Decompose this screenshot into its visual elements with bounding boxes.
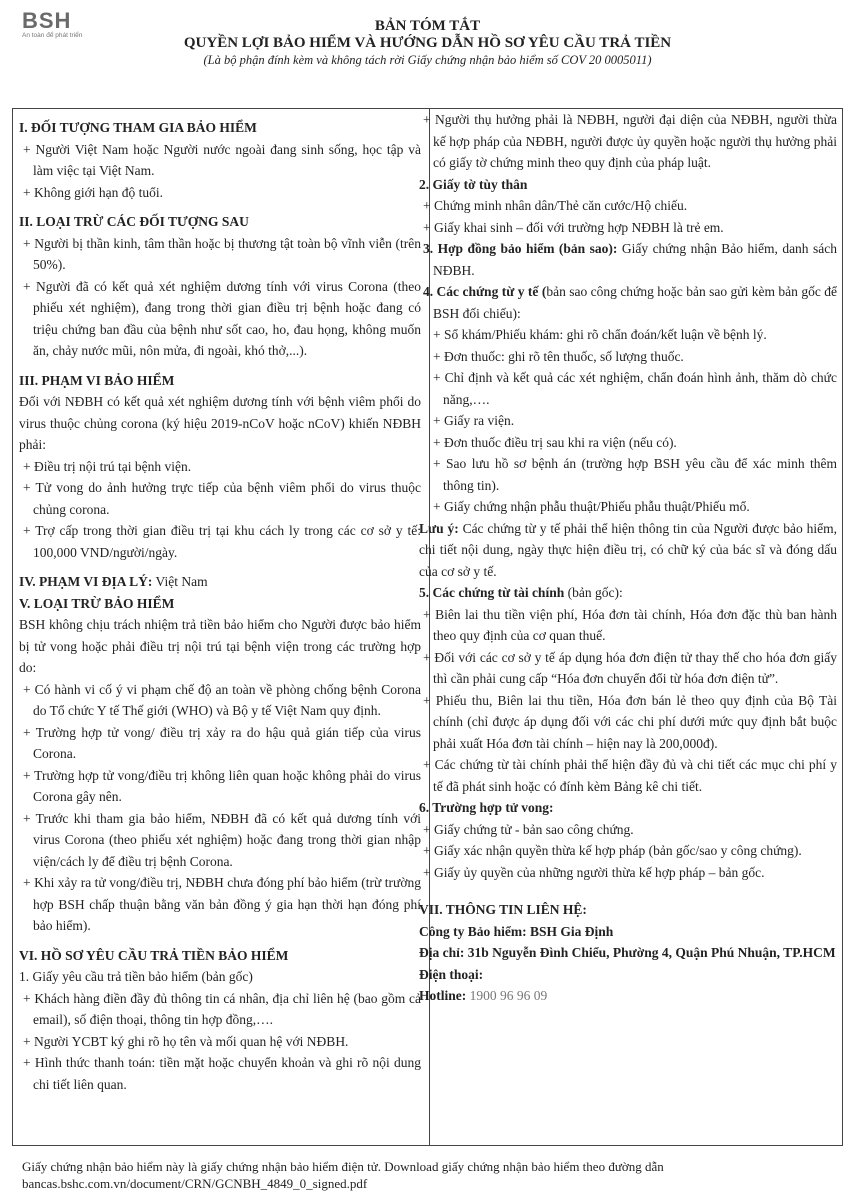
section-3-title: III. PHẠM VI BẢO HIỂM: [19, 372, 175, 388]
part-4: [419, 281, 837, 324]
part-4-title: 4. Các chứng từ y tế (: [423, 284, 547, 299]
list-item: + Tử vong do ảnh hưởng trực tiếp của bệnh viêm phổi do virus thuộc chủng corona.: [23, 480, 421, 517]
list-item: + Giấy chứng nhận phẫu thuật/Phiếu phẫu thuật/Phiếu mổ.: [433, 499, 750, 514]
list-item: + Phiếu thu, Biên lai thu tiền, Hóa đơn bán lẻ theo quy định của Bộ Tài chính (chỉ được áp dụng đối với các chi phí dưới mức quy định bắt buộc phải xuất Hóa đơn tài chính – hiện nay là 200,000đ).: [423, 692, 837, 751]
list-item: + Người Việt Nam hoặc Người nước ngoài đang sinh sống, học tập và làm việc tại Việt Nam.: [23, 141, 421, 178]
content-frame: [12, 108, 843, 1146]
list-item: + Đơn thuốc điều trị sau khi ra viện (nếu có).: [433, 434, 677, 450]
list-item: + Giấy ra viện.: [433, 413, 515, 428]
list-item: + Giấy khai sinh – đối với trường hợp NĐBH là trẻ em.: [423, 219, 724, 235]
list-item: + Trường hợp tử vong/ điều trị xảy ra do hậu quả gián tiếp của virus Corona.: [23, 724, 421, 761]
document-footer: [22, 1158, 842, 1192]
part-2-title: 2. Giấy tờ tùy thân: [419, 176, 528, 192]
section-5-intro: BSH không chịu trách nhiệm trả tiền bảo hiểm cho Người được bảo hiểm bị tử vong hoặc phải điều trị nội trú tại bệnh viện trong các trường hợp do:: [19, 617, 421, 675]
hotline-label: Hotline:: [419, 988, 470, 1003]
part-3-text: Giấy chứng nhận Bảo hiểm, danh sách NĐBH.: [433, 241, 838, 278]
list-item: + Đối với các cơ sở y tế áp dụng hóa đơn điện tử thay thế cho hóa đơn giấy thì cần phải cung cấp “Hóa đơn chuyển đổi từ hóa đơn điện tử”.: [423, 649, 837, 686]
list-item: + Trợ cấp trong thời gian điều trị tại khu cách ly trong các cơ sở y tế: 100,000 VND/người/ngày.: [23, 523, 421, 560]
section-1-title: I. ĐỐI TƯỢNG THAM GIA BẢO HIỂM: [19, 120, 257, 135]
part-3-title: 3. Hợp đồng bảo hiểm (bản sao):: [423, 241, 618, 256]
list-item: + Giấy ủy quyền của những người thừa kế hợp pháp – bản gốc.: [423, 864, 765, 880]
hotline-number: 1900 96 96 09: [469, 988, 548, 1003]
logo-tagline: An toàn để phát triển: [22, 32, 83, 39]
part-5-title: 5. Các chứng từ tài chính: [419, 585, 565, 600]
list-item: + Người YCBT ký ghi rõ họ tên và mối quan hệ với NĐBH.: [23, 1033, 349, 1049]
list-item: + Sao lưu hồ sơ bệnh án (trường hợp BSH yêu cầu để xác minh thêm thông tin).: [433, 456, 837, 493]
section-2-title: II. LOẠI TRỪ CÁC ĐỐI TƯỢNG SAU: [19, 214, 249, 229]
list-item: + Hình thức thanh toán: tiền mặt hoặc chuyển khoản và ghi rõ nội dung chi tiết liên quan.: [23, 1055, 421, 1092]
doc-title-2: QUYỀN LỢI BẢO HIỂM VÀ HƯỚNG DẪN HỒ SƠ YÊU CẦU TRẢ TIỀN: [183, 35, 672, 51]
section-7-title: VII. THÔNG TIN LIÊN HỆ:: [419, 902, 587, 917]
doc-title: BẢN TÓM TẮT: [374, 18, 481, 34]
list-item: + Chứng minh nhân dân/Thẻ căn cước/Hộ chiếu.: [423, 198, 688, 213]
section-5-title: V. LOẠI TRỪ BẢO HIỂM: [19, 595, 175, 611]
footer-line-1: Giấy chứng nhận bảo hiểm này là giấy chứng nhận bảo hiểm điện tử. Download giấy chứng nhận bảo hiểm theo đường dẫn: [22, 1159, 664, 1174]
list-item: + Có hành vi cố ý vi phạm chế độ an toàn về phòng chống bệnh Corona do Tổ chức Y tế Thế giới (WHO) và Bộ y tế Việt Nam quy định.: [23, 681, 421, 718]
list-item: + Không giới hạn độ tuổi.: [23, 184, 163, 200]
section-4-value: Việt Nam: [152, 574, 208, 589]
list-item: + Người bị thần kinh, tâm thần hoặc bị thương tật toàn bộ vĩnh viễn (trên 50%).: [23, 235, 421, 272]
list-item: + Người đã có kết quả xét nghiệm dương tính với virus Corona (theo phiếu xét nghiệm), đang trong thời gian điều trị bệnh hoặc đang có triệu chứng ban đầu của bệnh như sốt cao, ho, đau họng, không muốn ăn, chảy nước mũi, nôn mửa, đi ngoài, khó thở,...).: [23, 278, 421, 358]
logo-mark: BSH: [22, 8, 72, 33]
contact-phone-label: Điện thoại:: [419, 966, 484, 982]
contact-address: Địa chỉ: 31b Nguyễn Đình Chiểu, Phường 4, Quận Phú Nhuận, TP.HCM: [419, 945, 836, 960]
section-6-title: VI. HỒ SƠ YÊU CẦU TRẢ TIỀN BẢO HIỂM: [19, 947, 289, 963]
list-item: + Trước khi tham gia bảo hiểm, NĐBH đã có kết quả dương tính với virus Corona (theo phiếu xét nghiệm) hoặc đang trong thời gian nhập viện/cách ly để điều trị bệnh Corona.: [23, 810, 421, 869]
list-item: + Giấy xác nhận quyền thừa kế hợp pháp (bản gốc/sao y công chứng).: [423, 843, 802, 858]
part-3: [419, 238, 837, 281]
note-label: Lưu ý:: [419, 520, 459, 536]
contact-company: Công ty Bảo hiểm: BSH Gia Định: [419, 923, 614, 939]
doc-subtitle: (Là bộ phận đính kèm và không tách rời Giấy chứng nhận bảo hiểm số COV 20 0005011): [203, 53, 652, 67]
part-6-title: 6. Trường hợp tử vong:: [419, 800, 554, 815]
download-link[interactable]: bancas.bshc.com.vn/document/CRN/GCNBH_4849_0_signed.pdf: [22, 1176, 368, 1191]
part-5-text: (bản gốc):: [564, 585, 623, 600]
list-item: + Người thụ hưởng phải là NĐBH, người đại diện của NĐBH, người thừa kế hợp pháp của NĐBH, người được ủy quyền hoặc người thụ hưởng phải có giấy tờ chứng minh theo quy định của pháp luật.: [423, 112, 837, 170]
section-4-title: IV. PHẠM VI ĐỊA LÝ:: [19, 574, 153, 589]
list-item: + Khi xảy ra tử vong/điều trị, NĐBH chưa đóng phí bảo hiểm (trừ trường hợp BSH chấp thuận bằng văn bản đồng ý gia hạn thời hạn đóng phí bảo hiểm).: [23, 875, 421, 933]
part-5: [419, 582, 837, 604]
section-6-sub-1: 1. Giấy yêu cầu trả tiền bảo hiểm (bản gốc): [19, 969, 253, 984]
list-item: + Biên lai thu tiền viện phí, Hóa đơn tài chính, Hóa đơn đặc thù ban hành theo quy định của cơ quan thuế.: [423, 606, 837, 643]
medical-note: [419, 518, 837, 583]
part-4-text: bản sao công chứng hoặc bản sao gửi kèm bản gốc để BSH đối chiếu):: [433, 284, 837, 321]
list-item: + Điều trị nội trú tại bệnh viện.: [23, 458, 192, 474]
right-column: [419, 109, 837, 1007]
section-4: [19, 571, 421, 593]
list-item: + Trường hợp tử vong/điều trị không liên quan hoặc không phải do virus Corona gây nên.: [23, 767, 421, 804]
list-item: + Giấy chứng tử - bản sao công chứng.: [423, 821, 634, 837]
document-header: [0, 18, 855, 68]
list-item: + Đơn thuốc: ghi rõ tên thuốc, số lượng thuốc.: [433, 348, 684, 364]
list-item: + Sổ khám/Phiếu khám: ghi rõ chẩn đoán/kết luận về bệnh lý.: [433, 327, 767, 342]
left-column: [19, 109, 421, 1095]
contact-hotline: [419, 985, 837, 1007]
list-item: + Các chứng từ tài chính phải thể hiện đầy đủ và chi tiết các mục chi phí y tế đã phát sinh hoặc có đính kèm Bảng kê chi tiết.: [423, 757, 837, 794]
list-item: + Chỉ định và kết quả các xét nghiệm, chẩn đoán hình ảnh, thăm dò chức năng,….: [433, 370, 837, 407]
note-text: Các chứng từ y tế phải thể hiện thông tin của Người được bảo hiểm, chi tiết nội dung, ngày thực hiện điều trị, có chữ ký của bác sĩ và đóng dấu của cơ sở y tế.: [419, 520, 838, 579]
section-3-intro: Đối với NĐBH có kết quả xét nghiệm dương tính với bệnh viêm phổi do virus thuộc chủng corona (ký hiệu 2019-nCoV hoặc nCoV) khiến NĐBH phải:: [19, 394, 421, 452]
list-item: + Khách hàng điền đầy đủ thông tin cá nhân, địa chỉ liên hệ (bao gồm cả email), số điện thoại, thông tin hợp đồng,….: [23, 990, 421, 1027]
